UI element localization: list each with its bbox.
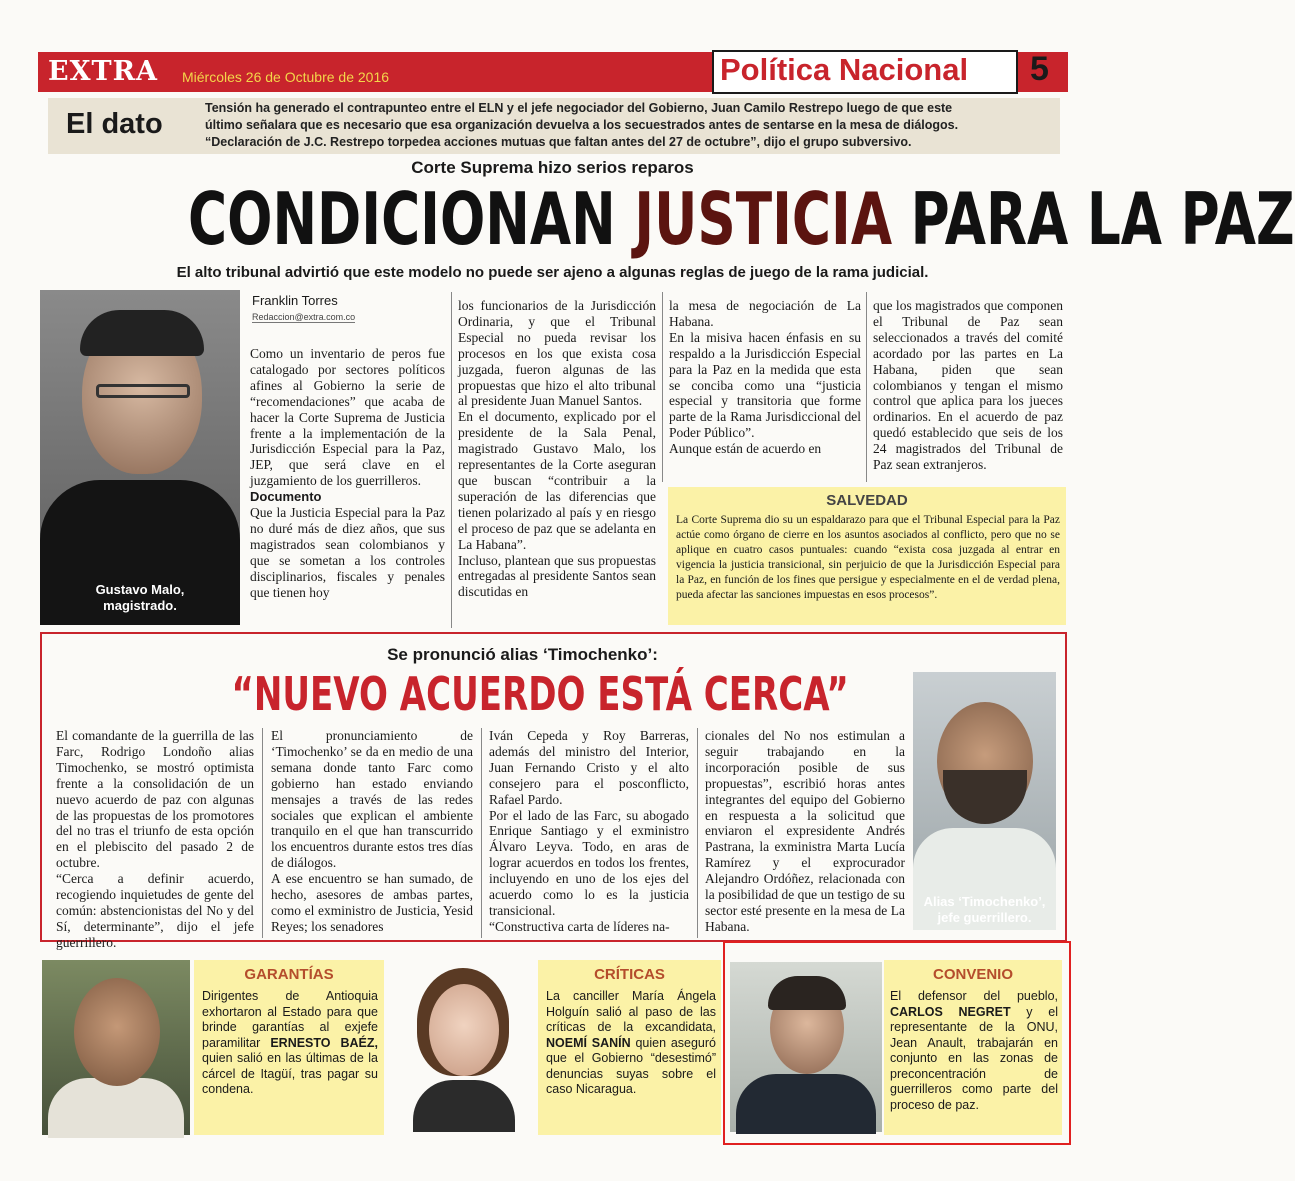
criticas-text: La canciller María Ángela Holguín salió al paso de las críticas de la excandidata, NOEMÍ SANÍN quien aseguró que el Gobierno “desestimó” denuncias suyas sobre el caso Nicaragua. [546, 989, 716, 1096]
issue-date: Miércoles 26 de Octubre de 2016 [182, 69, 390, 85]
el-dato-text [205, 100, 1050, 151]
garantias-text: Dirigentes de Antioquia exhortaron al Estado para que brinde garantías al exjefe paramilitar ERNESTO BAÉZ, quien salió en las últimas de la cárcel de Itagüí, tras pagar su condena. [202, 989, 378, 1096]
column-rule [866, 292, 867, 482]
subheading: Documento [250, 489, 322, 505]
story1-column-1 [250, 346, 445, 601]
column-rule [697, 728, 698, 938]
headline-part: PARA LA PAZ [910, 177, 1295, 261]
story1-column-2 [458, 298, 656, 600]
column-rule [481, 728, 482, 938]
paragraph: A ese encuentro se han sumado, de hecho, asesores de ambas partes, como el exministro de Justicia, Yesid Reyes; los senadores [271, 871, 473, 934]
noemi-sanin-photo [405, 962, 523, 1132]
story1-kicker: Corte Suprema hizo serios reparos [411, 158, 694, 177]
el-dato-line: Tensión ha generado el contrapunteo entre el ELN y el jefe negociador del Gobierno, Juan Camilo Restrepo luego de que este [205, 101, 953, 115]
convenio-text: El defensor del pueblo, CARLOS NEGRET y el representante de la ONU, Jean Anault, trabajarán en conjunto en las zonas de preconcentración de guerrilleros como parte del proceso de paz. [890, 989, 1058, 1112]
story2-column-3 [489, 728, 689, 935]
paragraph: que los magistrados que componen el Tribunal de Paz sean seleccionados a través del comité acordado por las partes en La Habana, piden que sean colombianos y tengan el mismo control que aplica para los jueces ordinarios. En el acuerdo de paz quedó establecido que seis de los 24 magistrados del Tribunal de Paz sean extranjeros. [873, 298, 1063, 473]
paragraph: El comandante de la guerrilla de las Farc, Rodrigo Londoño alias Timochenko, se mostró optimista frente a la consolidación de un nuevo acuerdo de paz con algunas de las propuestas de los promotores del no tras el triunfo de esta opción en el plebiscito del pasado 2 de octubre. [56, 728, 254, 871]
newspaper-logo: EXTRA [48, 56, 159, 87]
paragraph: Por el lado de las Farc, su abogado Enrique Santiago y el exministro Álvaro Leyva. Todo, en aras de lograr acuerdos en todos los frentes, incluyendo en uno de los ejes del acuerdo como lo es la justicia transicional. [489, 807, 689, 918]
paragraph: En la misiva hacen énfasis en su respaldo a la Jurisdicción Especial para la Paz en la medida que esta se conciba como una “justicia especial y transitoria que forme parte de la Rama Jurisdiccional del Poder Público”. [669, 329, 861, 441]
photo-caption: Alias ‘Timochenko’, jefe guerrillero. [923, 894, 1046, 925]
story1-headline [188, 176, 1295, 262]
section-title: Política Nacional [720, 52, 969, 87]
highlighted-name: CARLOS NEGRET [890, 1004, 1011, 1019]
paragraph: “Cerca a definir acuerdo, recogiendo inquietudes de gente del común: abstencionistas del No y del Sí, determinante”, dijo el jefe guerrillero. [56, 871, 254, 950]
story2-kicker: Se pronunció alias ‘Timochenko’: [387, 645, 658, 664]
highlight-frame [723, 941, 1071, 1145]
story1-subhead: El alto tribunal advirtió que este modelo no puede ser ajeno a algunas reglas de juego de la rama judicial. [176, 264, 929, 281]
story1-column-3 [669, 298, 861, 457]
ernesto-baez-photo [42, 960, 190, 1135]
el-dato-line: “Declaración de J.C. Restrepo torpedea acciones mutuas que faltan antes del 27 de octubre”, dijo el grupo subversivo. [205, 135, 912, 149]
headline-part-highlight: JUSTICIA [634, 177, 893, 261]
paragraph: El pronunciamiento de ‘Timochenko’ se da en medio de una semana donde tanto Farc como gobierno han estado enviando mensajes a través de las redes sociales que explican el ambiente tranquilo en el que han transcurrido los encuentros durante estos tres días de diálogos. [271, 728, 473, 871]
byline: Franklin Torres [252, 293, 338, 308]
column-rule [662, 292, 663, 482]
salvedad-title: SALVEDAD [826, 492, 908, 509]
criticas-title: CRÍTICAS [594, 966, 665, 983]
paragraph: Incluso, plantean que sus propuestas entregadas al presidente Santos sean discutidas en [458, 552, 656, 600]
convenio-title: CONVENIO [932, 966, 1013, 983]
paragraph: los funcionarios de la Jurisdicción Ordinaria, y que el Tribunal Especial no pueda revisar los procesos en los que exista cosa juzgada, fueron algunas de las propuestas que hizo el alto tribunal al presidente Juan Manuel Santos. [458, 298, 656, 409]
page-number: 5 [1030, 50, 1049, 88]
paragraph: cionales del No nos estimulan a seguir trabajando en la incorporación posible de sus propuestas”, escribió horas antes integrantes del equipo del Gobierno en respuesta a la solicitud que enviaron el expresidente Andrés Pastrana, la exministra Marta Lucía Ramírez y el exprocurador Alejandro Ordóñez, relacionada con la posibilidad de que un testigo de su sector esté presente en la mesa de La Habana. [705, 728, 905, 934]
headline-part: CONDICIONAN [188, 177, 616, 261]
garantias-title: GARANTÍAS [244, 966, 334, 983]
story2-column-4 [705, 728, 905, 935]
gustavo-malo-photo [40, 290, 240, 625]
story2-column-1 [56, 728, 254, 951]
story2-headline: “NUEVO ACUERDO ESTÁ CERCA” [231, 667, 849, 721]
story1-column-4 [873, 298, 1063, 473]
salvedad-text: La Corte Suprema dio su un espaldarazo para que el Tribunal Especial para la Paz actúe como órgano de cierre en los asuntos asociados al conflicto, pero que no se aplique en cuatro casos puntuales: cuando “exista cosa juzgada al entrar en vigencia la justicia transicional, sin perjuicio de que la Jurisdicción Especial para la Paz, en función de los fines que persigue y especialmente en el de verdad plena, pueda afectar las sanciones impuestas en esos procesos”. [676, 514, 1060, 601]
byline-email: Redaccion@extra.com.co [252, 312, 356, 322]
paragraph: “Constructiva carta de líderes na- [489, 918, 670, 934]
paragraph: En el documento, explicado por el presidente de la Sala Penal, magistrado Gustavo Malo, los representantes de la Corte aseguran que buscan “contribuir a la superación de las diferencias que tienen polarizado al país y en riesgo el proceso de paz que se adelanta en La Habana”. [458, 409, 656, 552]
highlighted-name: ERNESTO BAÉZ, [270, 1035, 378, 1050]
paragraph: Iván Cepeda y Roy Barreras, además del ministro del Interior, Juan Fernando Cristo y el alto consejero para el posconflicto, Rafael Pardo. [489, 728, 689, 807]
column-rule [451, 292, 452, 628]
el-dato-line: último señalara que es necesario que esa organización devuelva a los secuestrados antes de sentarse en la mesa de diálogos. [205, 118, 959, 132]
paragraph: Como un inventario de peros fue catalogado por sectores políticos afines al Gobierno la serie de “recomendaciones” que acaba de hacer la Corte Suprema de Justicia frente a la implementación de la Jurisdicción Especial para la Paz, JEP, que será clave en el juzgamiento de los guerrilleros. [250, 346, 445, 489]
paragraph: la mesa de negociación de La Habana. [669, 298, 861, 329]
highlighted-name: NOEMÍ SANÍN [546, 1035, 631, 1050]
column-rule [262, 728, 263, 938]
timochenko-photo [913, 672, 1056, 930]
paragraph: Aunque están de acuerdo en [669, 441, 822, 457]
photo-caption: Gustavo Malo, magistrado. [95, 582, 185, 613]
el-dato-label: El dato [66, 108, 163, 140]
paragraph: Que la Justicia Especial para la Paz no duré más de diez años, que sus magistrados sean colombianos y que se sometan a los controles disciplinarios, fiscales y penales que tienen hoy [250, 505, 445, 600]
story2-column-2 [271, 728, 473, 935]
